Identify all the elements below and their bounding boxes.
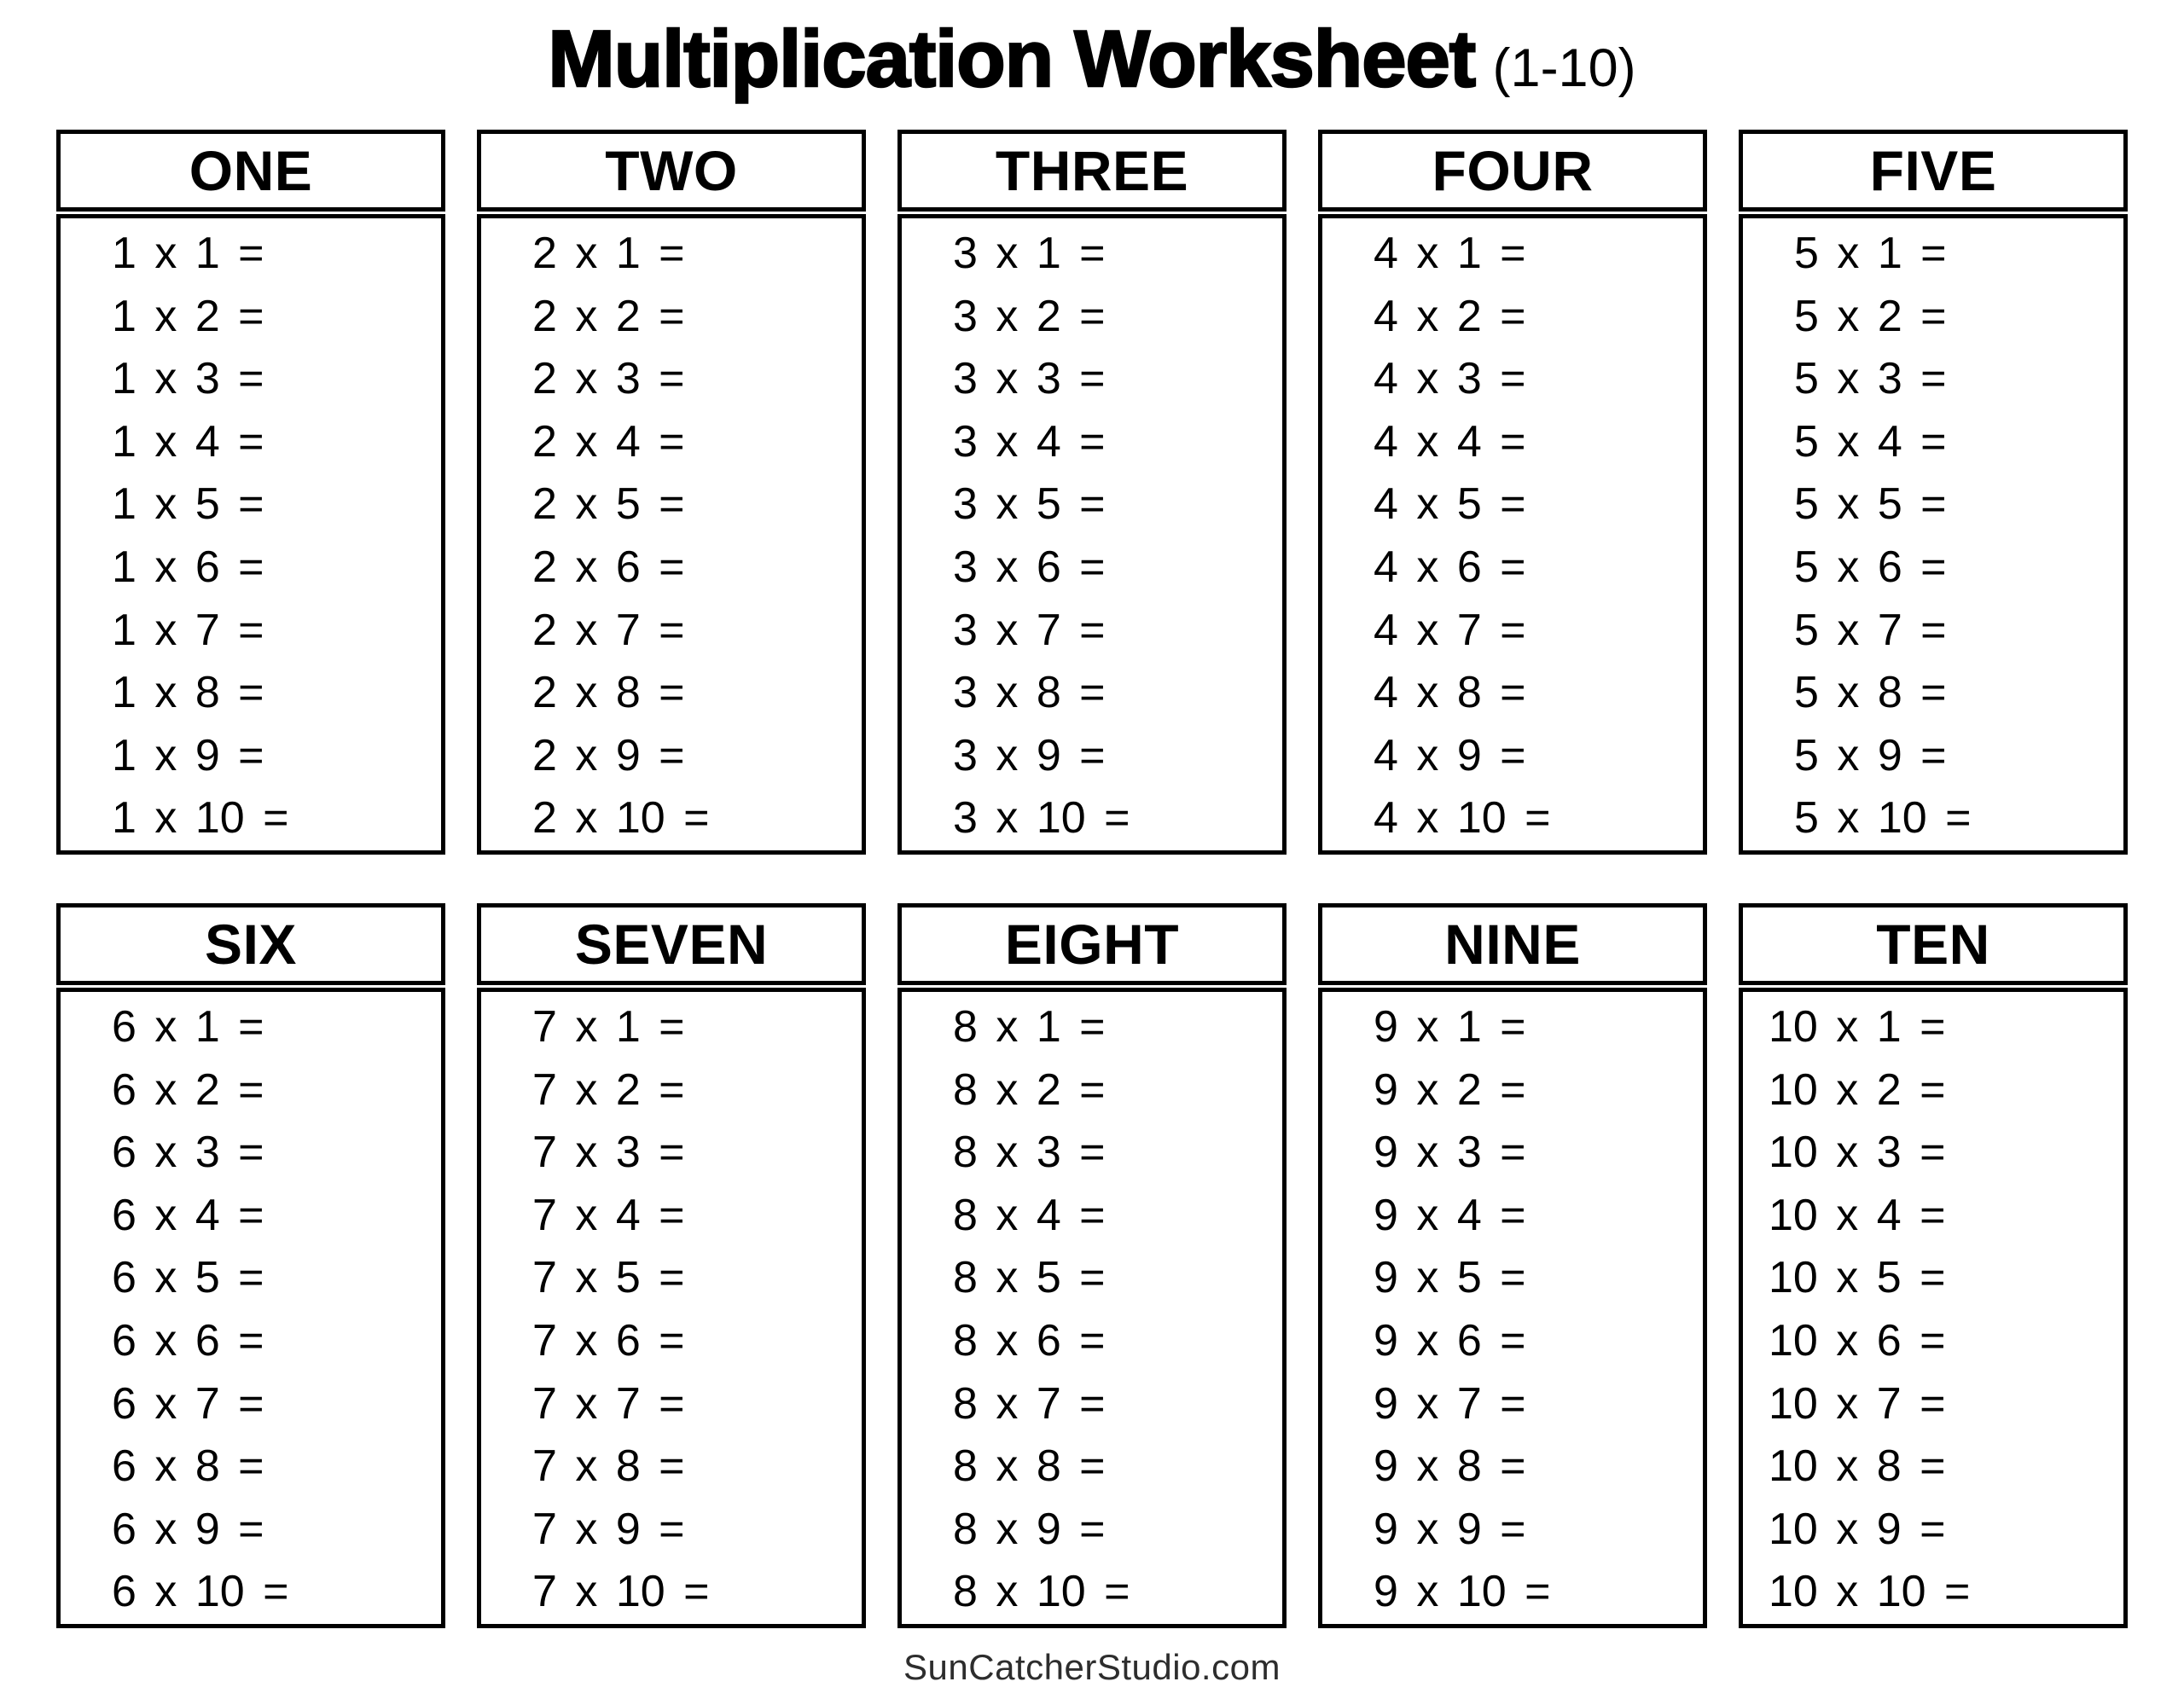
problem-row: 4 x 6 = bbox=[1374, 542, 1526, 592]
table-header: TEN bbox=[1739, 903, 2128, 985]
problem-row: 7 x 7 = bbox=[532, 1378, 685, 1429]
problem-row: 10 x 7 = bbox=[1769, 1378, 1946, 1429]
problem-row: 7 x 2 = bbox=[532, 1064, 685, 1115]
problem-row: 8 x 7 = bbox=[953, 1378, 1106, 1429]
table-body bbox=[56, 214, 445, 855]
problem-row: 7 x 3 = bbox=[532, 1128, 685, 1178]
problem-row: 2 x 6 = bbox=[532, 542, 685, 592]
problem-row: 6 x 8 = bbox=[112, 1441, 264, 1492]
problem-row: 3 x 7 = bbox=[953, 605, 1106, 655]
problem-row: 10 x 8 = bbox=[1769, 1441, 1946, 1492]
problem-row: 4 x 9 = bbox=[1374, 730, 1526, 780]
problem-row: 10 x 6 = bbox=[1769, 1315, 1946, 1366]
table-header: EIGHT bbox=[897, 903, 1287, 985]
table-body bbox=[897, 214, 1287, 855]
problem-row: 2 x 4 = bbox=[532, 416, 685, 467]
problem-row: 3 x 5 = bbox=[953, 479, 1106, 530]
problem-row: 10 x 9 = bbox=[1769, 1504, 1946, 1554]
problem-row: 6 x 2 = bbox=[112, 1064, 264, 1115]
problem-row: 6 x 6 = bbox=[112, 1315, 264, 1366]
problem-row: 1 x 5 = bbox=[112, 479, 264, 530]
problem-row: 5 x 10 = bbox=[1794, 793, 1972, 844]
problem-row: 6 x 1 = bbox=[112, 1002, 264, 1052]
problem-row: 5 x 4 = bbox=[1794, 416, 1947, 467]
problem-row: 3 x 1 = bbox=[953, 229, 1106, 278]
table-box-four bbox=[1318, 130, 1707, 855]
title-range: (1-10) bbox=[1492, 38, 1636, 98]
table-box-one bbox=[56, 130, 445, 855]
problem-row: 5 x 2 = bbox=[1794, 291, 1947, 341]
problem-row: 9 x 2 = bbox=[1374, 1064, 1526, 1115]
table-header: NINE bbox=[1318, 903, 1707, 985]
problem-row: 6 x 4 = bbox=[112, 1190, 264, 1240]
problem-row: 1 x 1 = bbox=[112, 229, 264, 278]
table-body bbox=[477, 214, 866, 855]
problem-row: 10 x 4 = bbox=[1769, 1190, 1946, 1240]
problem-row: 1 x 10 = bbox=[112, 793, 289, 844]
problem-row: 6 x 9 = bbox=[112, 1504, 264, 1554]
tables-row-1 bbox=[0, 130, 2184, 855]
problem-row: 3 x 4 = bbox=[953, 416, 1106, 467]
problem-row: 6 x 7 = bbox=[112, 1378, 264, 1429]
table-box-two bbox=[477, 130, 866, 855]
problem-row: 5 x 6 = bbox=[1794, 542, 1947, 592]
problem-row: 10 x 10 = bbox=[1769, 1567, 1971, 1617]
problem-row: 7 x 9 = bbox=[532, 1504, 685, 1554]
table-header: THREE bbox=[897, 130, 1287, 212]
problem-row: 10 x 5 = bbox=[1769, 1253, 1946, 1303]
problem-row: 1 x 9 = bbox=[112, 730, 264, 780]
table-box-six bbox=[56, 903, 445, 1628]
problem-row: 2 x 1 = bbox=[532, 229, 685, 278]
table-header: ONE bbox=[56, 130, 445, 212]
worksheet-page bbox=[0, 12, 2184, 1699]
problem-row: 5 x 5 = bbox=[1794, 479, 1947, 530]
tables-row-2 bbox=[0, 903, 2184, 1628]
problem-row: 6 x 10 = bbox=[112, 1567, 289, 1617]
problem-row: 5 x 1 = bbox=[1794, 229, 1947, 278]
problem-row: 8 x 2 = bbox=[953, 1064, 1106, 1115]
table-header: FOUR bbox=[1318, 130, 1707, 212]
problem-row: 2 x 7 = bbox=[532, 605, 685, 655]
table-header: SIX bbox=[56, 903, 445, 985]
table-body bbox=[1739, 214, 2128, 855]
problem-row: 9 x 8 = bbox=[1374, 1441, 1526, 1492]
problem-row: 7 x 4 = bbox=[532, 1190, 685, 1240]
table-header: TWO bbox=[477, 130, 866, 212]
table-box-nine bbox=[1318, 903, 1707, 1628]
problem-row: 3 x 10 = bbox=[953, 793, 1130, 844]
table-body bbox=[897, 988, 1287, 1628]
table-body bbox=[56, 988, 445, 1628]
table-box-seven bbox=[477, 903, 866, 1628]
problem-row: 9 x 1 = bbox=[1374, 1002, 1526, 1052]
problem-row: 2 x 5 = bbox=[532, 479, 685, 530]
problem-row: 1 x 8 = bbox=[112, 668, 264, 718]
problem-row: 9 x 9 = bbox=[1374, 1504, 1526, 1554]
problem-row: 1 x 6 = bbox=[112, 542, 264, 592]
problem-row: 3 x 2 = bbox=[953, 291, 1106, 341]
problem-row: 1 x 4 = bbox=[112, 416, 264, 467]
problem-row: 9 x 5 = bbox=[1374, 1253, 1526, 1303]
footer-credit: SunCatcherStudio.com bbox=[903, 1647, 1281, 1687]
problem-row: 8 x 1 = bbox=[953, 1002, 1106, 1052]
problem-row: 1 x 3 = bbox=[112, 354, 264, 404]
problem-row: 8 x 6 = bbox=[953, 1315, 1106, 1366]
table-header: FIVE bbox=[1739, 130, 2128, 212]
problem-row: 3 x 8 = bbox=[953, 668, 1106, 718]
table-body bbox=[1318, 988, 1707, 1628]
table-box-three bbox=[897, 130, 1287, 855]
problem-row: 5 x 7 = bbox=[1794, 605, 1947, 655]
problem-row: 10 x 3 = bbox=[1769, 1128, 1946, 1178]
problem-row: 9 x 4 = bbox=[1374, 1190, 1526, 1240]
table-box-five bbox=[1739, 130, 2128, 855]
problem-row: 6 x 5 = bbox=[112, 1253, 264, 1303]
problem-row: 2 x 2 = bbox=[532, 291, 685, 341]
problem-row: 9 x 6 = bbox=[1374, 1315, 1526, 1366]
problem-row: 4 x 8 = bbox=[1374, 668, 1526, 718]
problem-row: 1 x 2 = bbox=[112, 291, 264, 341]
problem-row: 9 x 3 = bbox=[1374, 1128, 1526, 1178]
problem-row: 5 x 9 = bbox=[1794, 730, 1947, 780]
problem-row: 8 x 10 = bbox=[953, 1567, 1130, 1617]
table-body bbox=[1318, 214, 1707, 855]
problem-row: 4 x 1 = bbox=[1374, 229, 1526, 278]
problem-row: 9 x 7 = bbox=[1374, 1378, 1526, 1429]
problem-row: 10 x 2 = bbox=[1769, 1064, 1946, 1115]
problem-row: 9 x 10 = bbox=[1374, 1567, 1551, 1617]
problem-row: 1 x 7 = bbox=[112, 605, 264, 655]
problem-row: 4 x 3 = bbox=[1374, 354, 1526, 404]
table-box-eight bbox=[897, 903, 1287, 1628]
problem-row: 7 x 10 = bbox=[532, 1567, 710, 1617]
problem-row: 2 x 10 = bbox=[532, 793, 710, 844]
problem-row: 8 x 3 = bbox=[953, 1128, 1106, 1178]
table-box-ten bbox=[1739, 903, 2128, 1628]
title-text: Multiplication Worksheet bbox=[548, 14, 1476, 103]
problem-row: 4 x 2 = bbox=[1374, 291, 1526, 341]
problem-row: 3 x 3 = bbox=[953, 354, 1106, 404]
problem-row: 7 x 6 = bbox=[532, 1315, 685, 1366]
problem-row: 4 x 7 = bbox=[1374, 605, 1526, 655]
problem-row: 2 x 3 = bbox=[532, 354, 685, 404]
table-body bbox=[477, 988, 866, 1628]
problem-row: 5 x 3 = bbox=[1794, 354, 1947, 404]
problem-row: 2 x 9 = bbox=[532, 730, 685, 780]
problem-row: 5 x 8 = bbox=[1794, 668, 1947, 718]
problem-row: 8 x 9 = bbox=[953, 1504, 1106, 1554]
problem-row: 2 x 8 = bbox=[532, 668, 685, 718]
problem-row: 7 x 8 = bbox=[532, 1441, 685, 1492]
table-body bbox=[1739, 988, 2128, 1628]
table-header: SEVEN bbox=[477, 903, 866, 985]
problem-row: 4 x 4 = bbox=[1374, 416, 1526, 467]
problem-row: 3 x 9 = bbox=[953, 730, 1106, 780]
problem-row: 6 x 3 = bbox=[112, 1128, 264, 1178]
problem-row: 7 x 1 = bbox=[532, 1002, 685, 1052]
problem-row: 4 x 5 = bbox=[1374, 479, 1526, 530]
problem-row: 8 x 5 = bbox=[953, 1253, 1106, 1303]
problem-row: 7 x 5 = bbox=[532, 1253, 685, 1303]
problem-row: 8 x 4 = bbox=[953, 1190, 1106, 1240]
problem-row: 4 x 10 = bbox=[1374, 793, 1551, 844]
problem-row: 10 x 1 = bbox=[1769, 1002, 1946, 1052]
worksheet-title bbox=[0, 12, 2184, 106]
problem-row: 8 x 8 = bbox=[953, 1441, 1106, 1492]
problem-row: 3 x 6 = bbox=[953, 542, 1106, 592]
